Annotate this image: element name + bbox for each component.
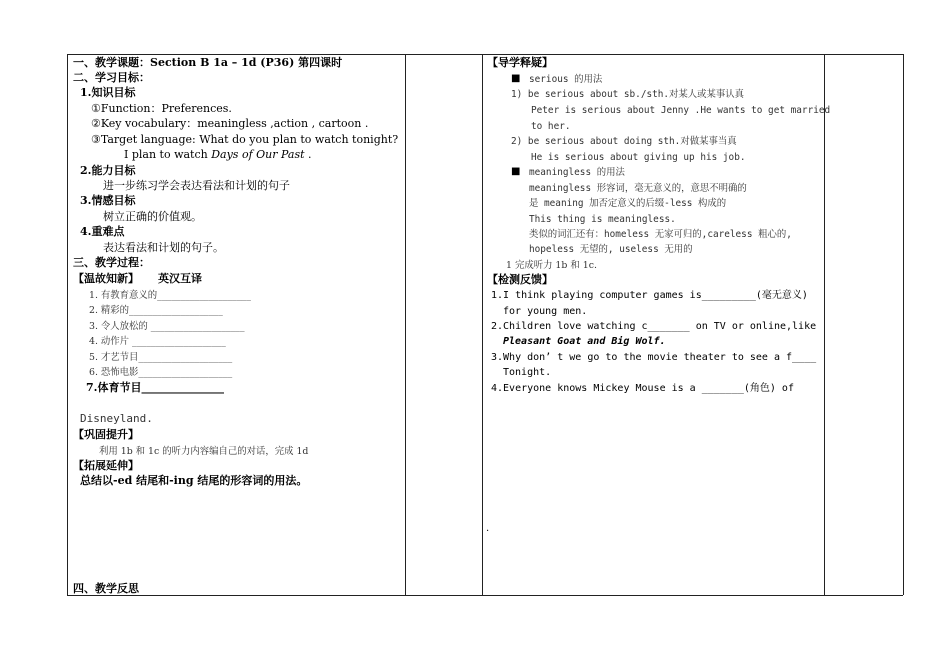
extend-text: 总结以-ed 结尾和-ing 结尾的形容词的用法。: [80, 474, 308, 487]
disneyland-text: Disneyland.: [80, 412, 153, 425]
question-3: 3.Why don’ t we go to the movie theater to see a f____: [491, 352, 817, 363]
meaningless-line-1: meaningless 形容词，毫无意义的，意思不明确的: [529, 183, 747, 194]
serious-point-2: 2) be serious about doing sth.对做某事当真: [511, 136, 737, 147]
meaningless-line-3: This thing is meaningless.: [529, 214, 676, 225]
question-3-cont: Tonight.: [503, 367, 552, 378]
serious-example-2: He is serious about giving up his job.: [531, 152, 746, 163]
review-item: 3. 令人放松的 ____________________: [89, 321, 245, 332]
meaningless-line-4: 类似的词汇还有：homeless 无家可归的,careless 粗心的,: [529, 229, 792, 240]
review-item-7: 7.体育节目_______________: [86, 381, 224, 394]
lesson-title: 一、教学课题：Section B 1a – 1d (P36) 第四课时: [73, 56, 343, 69]
emotion-text: 树立正确的价值观。: [103, 210, 202, 223]
column-border: [405, 54, 406, 595]
answer-suffix: .: [304, 148, 312, 161]
bullet-icon: ■: [511, 73, 521, 84]
process-heading: 三、教学过程：: [73, 256, 150, 269]
review-subtitle: 英汉互译: [158, 272, 202, 285]
serious-example-1-cont: to her.: [531, 121, 571, 132]
consolidate-text: 利用 1b 和 1c 的听力内容编自己的对话，完成 1d: [99, 446, 309, 457]
ability-text: 进一步练习学会表达看法和计划的句子: [103, 179, 290, 192]
review-item: 6. 恐怖电影____________________: [89, 367, 233, 378]
bullet-icon: ■: [511, 166, 521, 177]
check-heading: 【检测反馈】: [487, 273, 553, 286]
consolidate-heading: 【巩固提升】: [73, 428, 139, 441]
review-item: 4. 动作片 ____________________: [89, 336, 226, 347]
question-2: 2.Children love watching c_______ on TV or online,like: [491, 321, 817, 332]
table-top-border: [67, 54, 903, 55]
review-item: 5. 才艺节目____________________: [89, 352, 233, 363]
review-item: 1. 有教育意义的____________________: [89, 290, 251, 301]
question-2-cont: Pleasant Goat and Big Wolf.: [503, 336, 666, 347]
vocab-line: ②Key vocabulary：meaningless ,action , cartoon .: [91, 117, 369, 130]
column-border: [67, 54, 68, 595]
emotion-heading: 3.情感目标: [80, 194, 136, 207]
table-bottom-border: [67, 595, 903, 596]
knowledge-heading: 1.知识目标: [80, 86, 136, 99]
review-heading: 【温故知新】: [73, 272, 139, 285]
listening-task: 1 完成听力 1b 和 1c.: [506, 260, 597, 271]
serious-example-1: Peter is serious about Jenny .He wants to get married: [531, 105, 831, 116]
guide-heading: 【导学释疑】: [487, 56, 553, 69]
goals-heading: 二、学习目标：: [73, 71, 150, 84]
stray-dot: .: [486, 523, 490, 534]
meaningless-line-5: hopeless 无望的, useless 无用的: [529, 244, 693, 255]
bullet-meaningless: meaningless 的用法: [529, 167, 625, 178]
meaningless-line-2: 是 meaning 加否定意义的后缀-less 构成的: [529, 198, 727, 209]
function-line: ①Function：Preferences.: [91, 102, 232, 115]
column-border: [824, 54, 825, 595]
bullet-serious: serious 的用法: [529, 74, 603, 85]
answer-prefix: I plan to watch: [124, 148, 212, 161]
review-item: 2. 精彩的____________________: [89, 305, 223, 316]
reflection-heading: 四、教学反思: [73, 582, 139, 595]
key-text: 表达看法和计划的句子。: [103, 241, 224, 254]
column-border: [903, 54, 904, 595]
answer-title: Days of Our Past: [211, 148, 305, 161]
question-1-cont: for young men.: [503, 306, 588, 317]
column-border: [482, 54, 483, 595]
language-answer: [124, 148, 312, 162]
language-line: ③Target language: What do you plan to watch tonight?: [91, 133, 399, 146]
key-heading: 4.重难点: [80, 225, 125, 238]
extend-heading: 【拓展延伸】: [73, 459, 139, 472]
serious-point-1: 1) be serious about sb./sth.对某人或某事认真: [511, 89, 745, 100]
question-1: 1.I think playing computer games is_________(毫无意义): [491, 290, 808, 301]
ability-heading: 2.能力目标: [80, 164, 136, 177]
question-4: 4.Everyone knows Mickey Mouse is a _______(角色) of: [491, 383, 794, 394]
